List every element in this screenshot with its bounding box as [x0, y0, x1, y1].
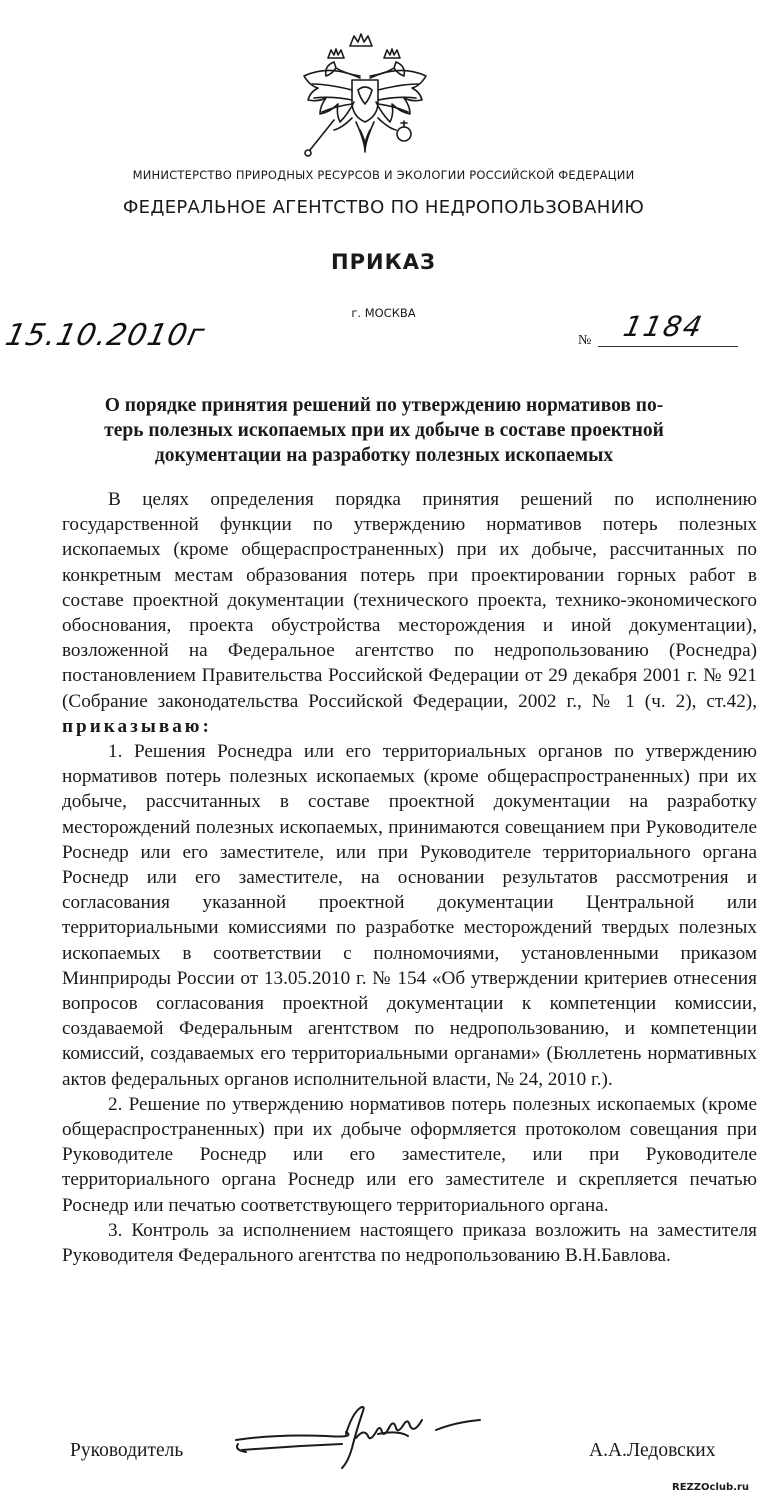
handwritten-signature-icon — [228, 1394, 548, 1486]
number-underline — [598, 346, 738, 347]
item-3: 3. Контроль за исполнением настоящего приказа возложить на заместителя Руководителя Федерального агентства по недропользованию В.Н.Бавлова. — [62, 1219, 757, 1267]
order-date: 15.10.2010г — [2, 318, 209, 353]
title-line: документации на разработку полезных ископаемых — [154, 445, 614, 466]
city: г. МОСКВА — [351, 306, 416, 320]
document-type: ПРИКАЗ — [331, 250, 436, 274]
number-sign: № — [578, 333, 592, 348]
agency-name: ФЕДЕРАЛЬНОЕ АГЕНТСТВО ПО НЕДРОПОЛЬЗОВАНИЮ — [122, 197, 645, 218]
order-number: 1184 — [620, 310, 707, 343]
item-1: 1. Решения Роснедра или его территориальных органов по утверждению нормативов потерь полезных ископаемых (кроме общераспространенных) при их добыче, рассчитанных в составе проектной документации на разработку месторождений полезных ископаемых, принимаются совещанием при Руководителе Роснедр или его заместителе, или при Руководителе территориального органа Роснедр или его заместителе, на основании результатов рассмотрения и согласования указанной проектной документации Центральной или территориальными комиссиями по разработке месторождений твердых полезных ископаемых в соответствии с полномочиями, установленными приказом Минприроды России от 13.05.2010 г. № 154 «Об утверждении критериев отнесения вопросов согласования проектной документации к компетенции комиссии, создаваемой Федеральным агентством по недропользованию, и компетенции комиссий, создаваемых его территориальными органами» (Бюллетень нормативных актов федеральных органов исполнительной власти, № 24, 2010 г.). — [62, 741, 757, 1090]
title-line: терь полезных ископаемых при их добыче в составе проектной — [104, 420, 664, 441]
document-body — [62, 487, 757, 1268]
signatory-position: Руководитель — [70, 1440, 184, 1461]
double-headed-eagle-icon — [290, 18, 440, 168]
document-title — [70, 393, 698, 468]
order-word: приказываю: — [62, 715, 212, 737]
ministry-name: МИНИСТЕРСТВО ПРИРОДНЫХ РЕСУРСОВ И ЭКОЛОГИИ РОССИЙСКОЙ ФЕДЕРАЦИИ — [132, 168, 635, 182]
preamble-paragraph — [62, 487, 757, 739]
title-line: О порядке принятия решений по утверждению нормативов по- — [104, 395, 664, 416]
watermark: REZZOclub.ru — [672, 1482, 750, 1493]
item-2: 2. Решение по утверждению нормативов потерь полезных ископаемых (кроме общераспространенных) при их добыче оформляется протоколом совещания при Руководителе Роснедр или его заместителе, или при Руководителе территориального органа Роснедр или его заместителе и скрепляется печатью Роснедр или печатью соответствующего территориального органа. — [62, 1093, 757, 1216]
signatory-name: А.А.Ледовских — [589, 1440, 716, 1461]
preamble-text: В целях определения порядка принятия решений по исполнению государственной функции по утверждению нормативов потерь полезных ископаемых (кроме общераспространенных) при их добыче, рассчитанных по конкретным местам образования потерь при проектировании горных работ в составе проектной документации (технического проекта, технико-экономического обоснования, проекта обустройства месторождения и иной документации), возложенной на Федеральное агентство по недропользованию (Роснедра) постановлением Правительства Российской Федерации от 29 декабря 2001 г. № 921 (Собрание законодательства Российской Федерации, 2002 г., № 1 (ч. 2), ст.42), — [62, 489, 757, 712]
